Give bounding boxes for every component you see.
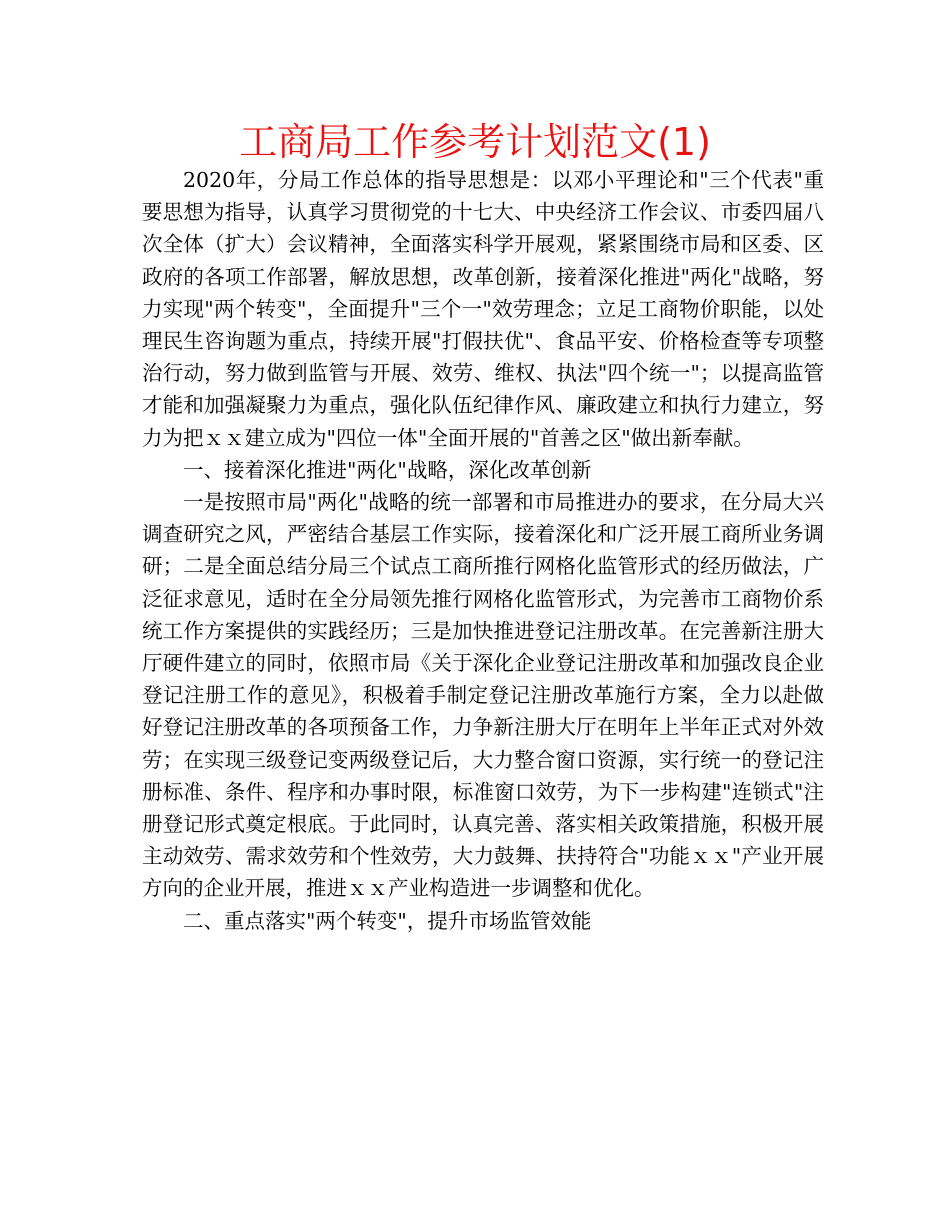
paragraph-reform-innovation: 一是按照市局"两化"战略的统一部署和市局推进办的要求，在分局大兴调查研究之风，严密结合基层工作实际，接着深化和广泛开展工商所业务调研；二是全面总结分局三个试点工商所推行网格化监管形式的经历做法，广泛征求意见，适时在全分局领先推行网格化监管形式，为完善市工商物价系统工作方案提供的实践经历；三是加快推进登记注册改革。在完善新注册大厅硬件建立的同时，依照市局《关于深化企业登记注册改革和加强改良企业登记注册工作的意见》，积极着手制定登记注册改革施行方案，全力以赴做好登记注册改革的各项预备工作，力争新注册大厅在明年上半年正式对外效劳；在实现三级登记变两级登记后，大力整合窗口资源，实行统一的登记注册标准、条件、程序和办事时限，标准窗口效劳，为下一步构建"连锁式"注册登记形式奠定根底。于此同时，认真完善、落实相关政策措施，积极开展主动效劳、需求效劳和个性效劳，大力鼓舞、扶持符合"功能ｘｘ"产业开展方向的企业开展，推进ｘｘ产业构造进一步调整和优化。 — [142, 490, 824, 901]
document-body — [142, 164, 824, 937]
paragraph-guiding-ideology: 2020年，分局工作总体的指导思想是：以邓小平理论和"三个代表"重要思想为指导，认真学习贯彻党的十七大、中央经济工作会议、市委四届八次全体（扩大）会议精神，全面落实科学开展观，紧紧围绕市局和区委、区政府的各项工作部署，解放思想，改革创新，接着深化推进"两化"战略，努力实现"两个转变"，全面提升"三个一"效劳理念；立足工商物价职能，以处理民生咨询题为重点，持续开展"打假扶优"、食品平安、价格检查等专项整治行动，努力做到监管与开展、效劳、维权、执法"四个统一"；以提高监管才能和加强凝聚力为重点，强化队伍纪律作风、廉政建立和执行力建立，努力为把ｘｘ建立成为"四位一体"全面开展的"首善之区"做出新奉献。 — [142, 168, 824, 450]
document-title: 工商局工作参考计划范文(1) — [239, 120, 711, 164]
section-heading-2: 二、重点落实"两个转变"，提升市场监管效能 — [183, 908, 592, 933]
section-heading-1: 一、接着深化推进"两化"战略，深化改革创新 — [183, 457, 592, 482]
